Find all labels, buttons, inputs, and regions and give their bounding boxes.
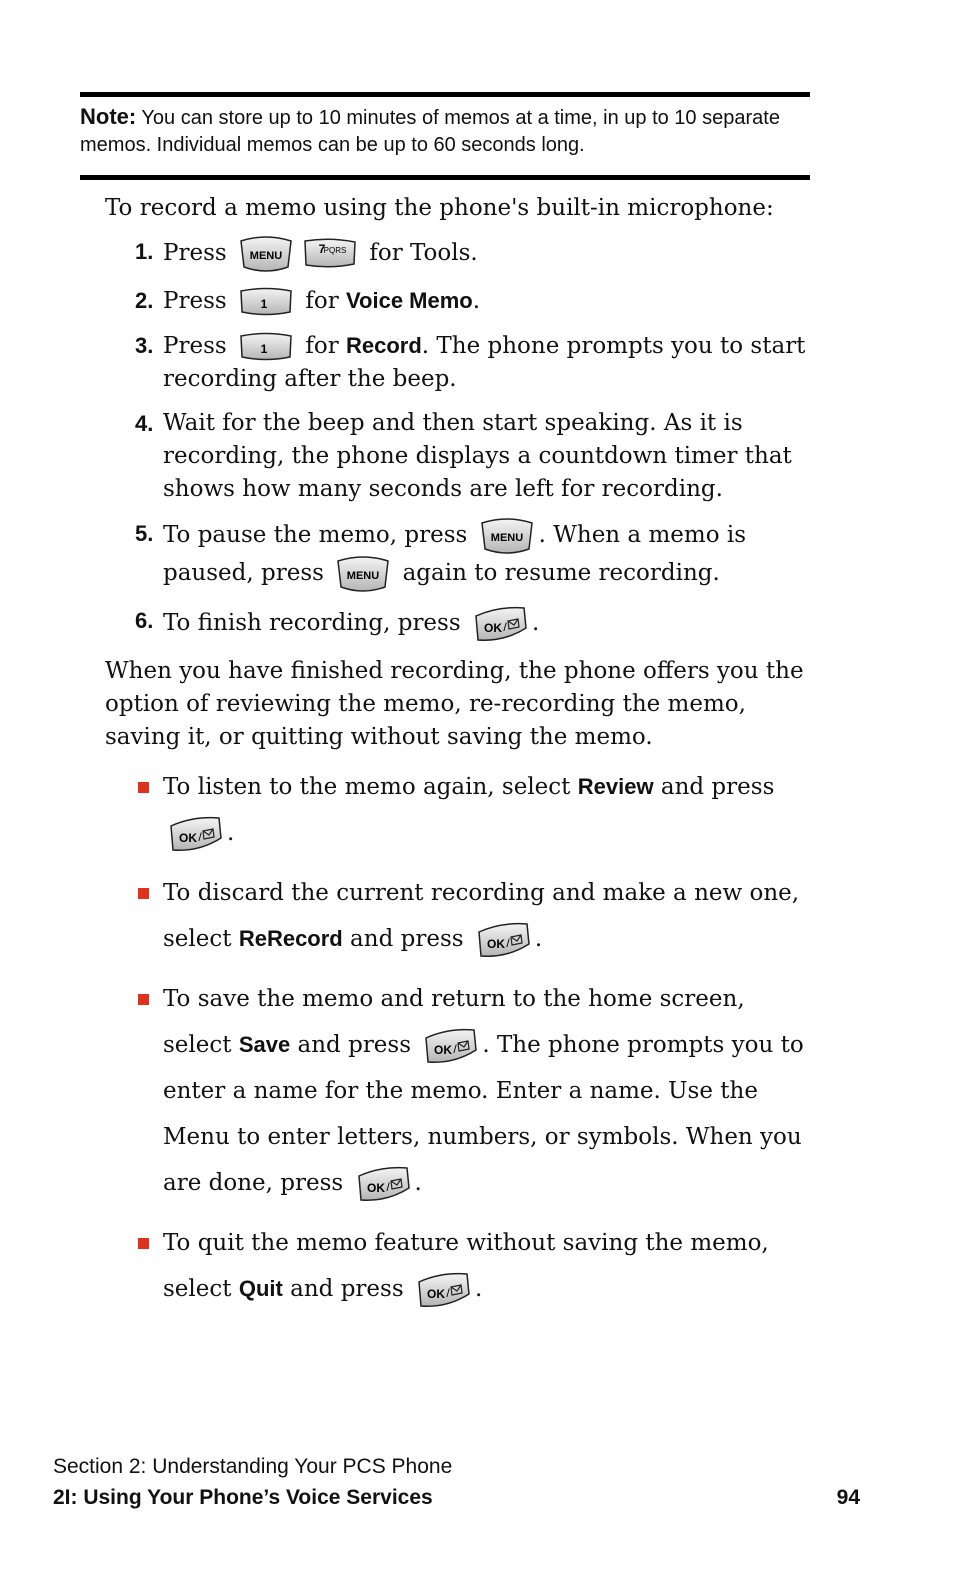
step-1: 1. Press MENU 7 PQRS for Tools.	[105, 235, 810, 273]
svg-text:OK: OK	[426, 1287, 445, 1301]
ok-key-icon	[167, 814, 223, 854]
svg-text:OK: OK	[483, 621, 502, 635]
step-4: 4. Wait for the beep and then start speaking. As it is recording, the phone displays a countdown timer that shows how many seconds are left for recording.	[105, 407, 810, 506]
step-number: 6.	[135, 608, 154, 633]
svg-text:OK: OK	[434, 1043, 453, 1057]
ok-key-icon	[415, 1270, 471, 1310]
note-box	[80, 92, 810, 180]
main-content	[105, 192, 810, 1326]
seven-key-icon	[302, 238, 358, 270]
ok-key-icon	[422, 1026, 478, 1066]
svg-text:/: /	[446, 1286, 450, 1300]
step-2: 2. Press 1 for Voice Memo.	[105, 284, 810, 318]
intro-text: To record a memo using the phone's built-in microphone:	[105, 195, 774, 221]
step-number: 5.	[135, 521, 154, 546]
record-keyword: Record	[346, 333, 422, 358]
one-key-icon	[238, 332, 294, 362]
bullet-save: To save the memo and return to the home screen, select Save and press OK / . The phone prompts you to enter a name for the memo. Enter a name. Use the Menu to enter letters, numbers, or symbols. When you are done, press OK / .	[105, 976, 810, 1206]
page-number: 94	[836, 1486, 860, 1509]
step-5: 5. To pause the memo, press MENU . When a memo is paused, press MENU again to resume recording.	[105, 517, 810, 593]
svg-text:/: /	[453, 1042, 458, 1056]
one-key-icon	[238, 287, 294, 317]
save-keyword: Save	[238, 1032, 291, 1057]
bullet-square-icon	[138, 782, 149, 793]
quit-keyword: Quit	[238, 1276, 283, 1301]
step-number: 4.	[135, 411, 154, 436]
step-number: 3.	[135, 333, 154, 358]
menu-key-icon	[479, 517, 535, 555]
svg-text:1: 1	[260, 297, 268, 311]
svg-text:MENU: MENU	[249, 250, 283, 262]
bullet-quit: To quit the memo feature without saving the memo, select Quit and press OK / .	[105, 1220, 810, 1312]
svg-text:OK: OK	[179, 831, 197, 845]
review-keyword: Review	[577, 774, 654, 799]
step-6: 6. To finish recording, press OK / .	[105, 604, 810, 644]
footer-section: Section 2: Understanding Your PCS Phone	[53, 1455, 453, 1478]
ok-key-icon	[355, 1164, 411, 1204]
step-number: 1.	[135, 239, 154, 264]
svg-text:/: /	[385, 1180, 390, 1194]
menu-key-icon	[238, 235, 294, 273]
ok-key-icon	[475, 920, 531, 960]
bullet-square-icon	[138, 994, 149, 1005]
bullet-square-icon	[138, 888, 149, 899]
bullet-square-icon	[138, 1238, 149, 1249]
bullet-review: To listen to the memo again, select Review and press OK / .	[105, 764, 810, 856]
svg-text:MENU: MENU	[490, 532, 523, 544]
svg-text:7: 7	[318, 242, 326, 256]
svg-text:/: /	[198, 830, 202, 844]
note-label: Note:	[80, 104, 137, 129]
svg-text:/: /	[503, 620, 507, 634]
voice-memo-keyword: Voice Memo	[346, 288, 473, 313]
svg-text:OK: OK	[486, 937, 505, 951]
ok-key-icon	[472, 604, 528, 644]
after-text: When you have finished recording, the phone offers you the option of reviewing the memo, re-recording the memo, saving it, or quitting without saving the memo.	[105, 658, 804, 750]
step-number: 2.	[135, 288, 154, 313]
svg-text:/: /	[506, 936, 510, 950]
svg-text:1: 1	[260, 342, 268, 356]
footer-chapter: 2I: Using Your Phone’s Voice Services	[53, 1486, 433, 1509]
step-3: 3. Press 1 for Record. The phone prompts you to start recording after the beep.	[105, 329, 810, 396]
note-text: You can store up to 10 minutes of memos at a time, in up to 10 separate memos. Individual memos can be up to 60 seconds long.	[80, 107, 780, 156]
menu-key-icon	[335, 555, 391, 593]
svg-text:MENU: MENU	[347, 570, 380, 582]
svg-text:OK: OK	[366, 1181, 385, 1195]
bullet-rerecord: To discard the current recording and make a new one, select ReRecord and press OK / .	[105, 870, 810, 962]
svg-text:PQRS: PQRS	[323, 246, 347, 255]
rerecord-keyword: ReRecord	[238, 926, 343, 951]
